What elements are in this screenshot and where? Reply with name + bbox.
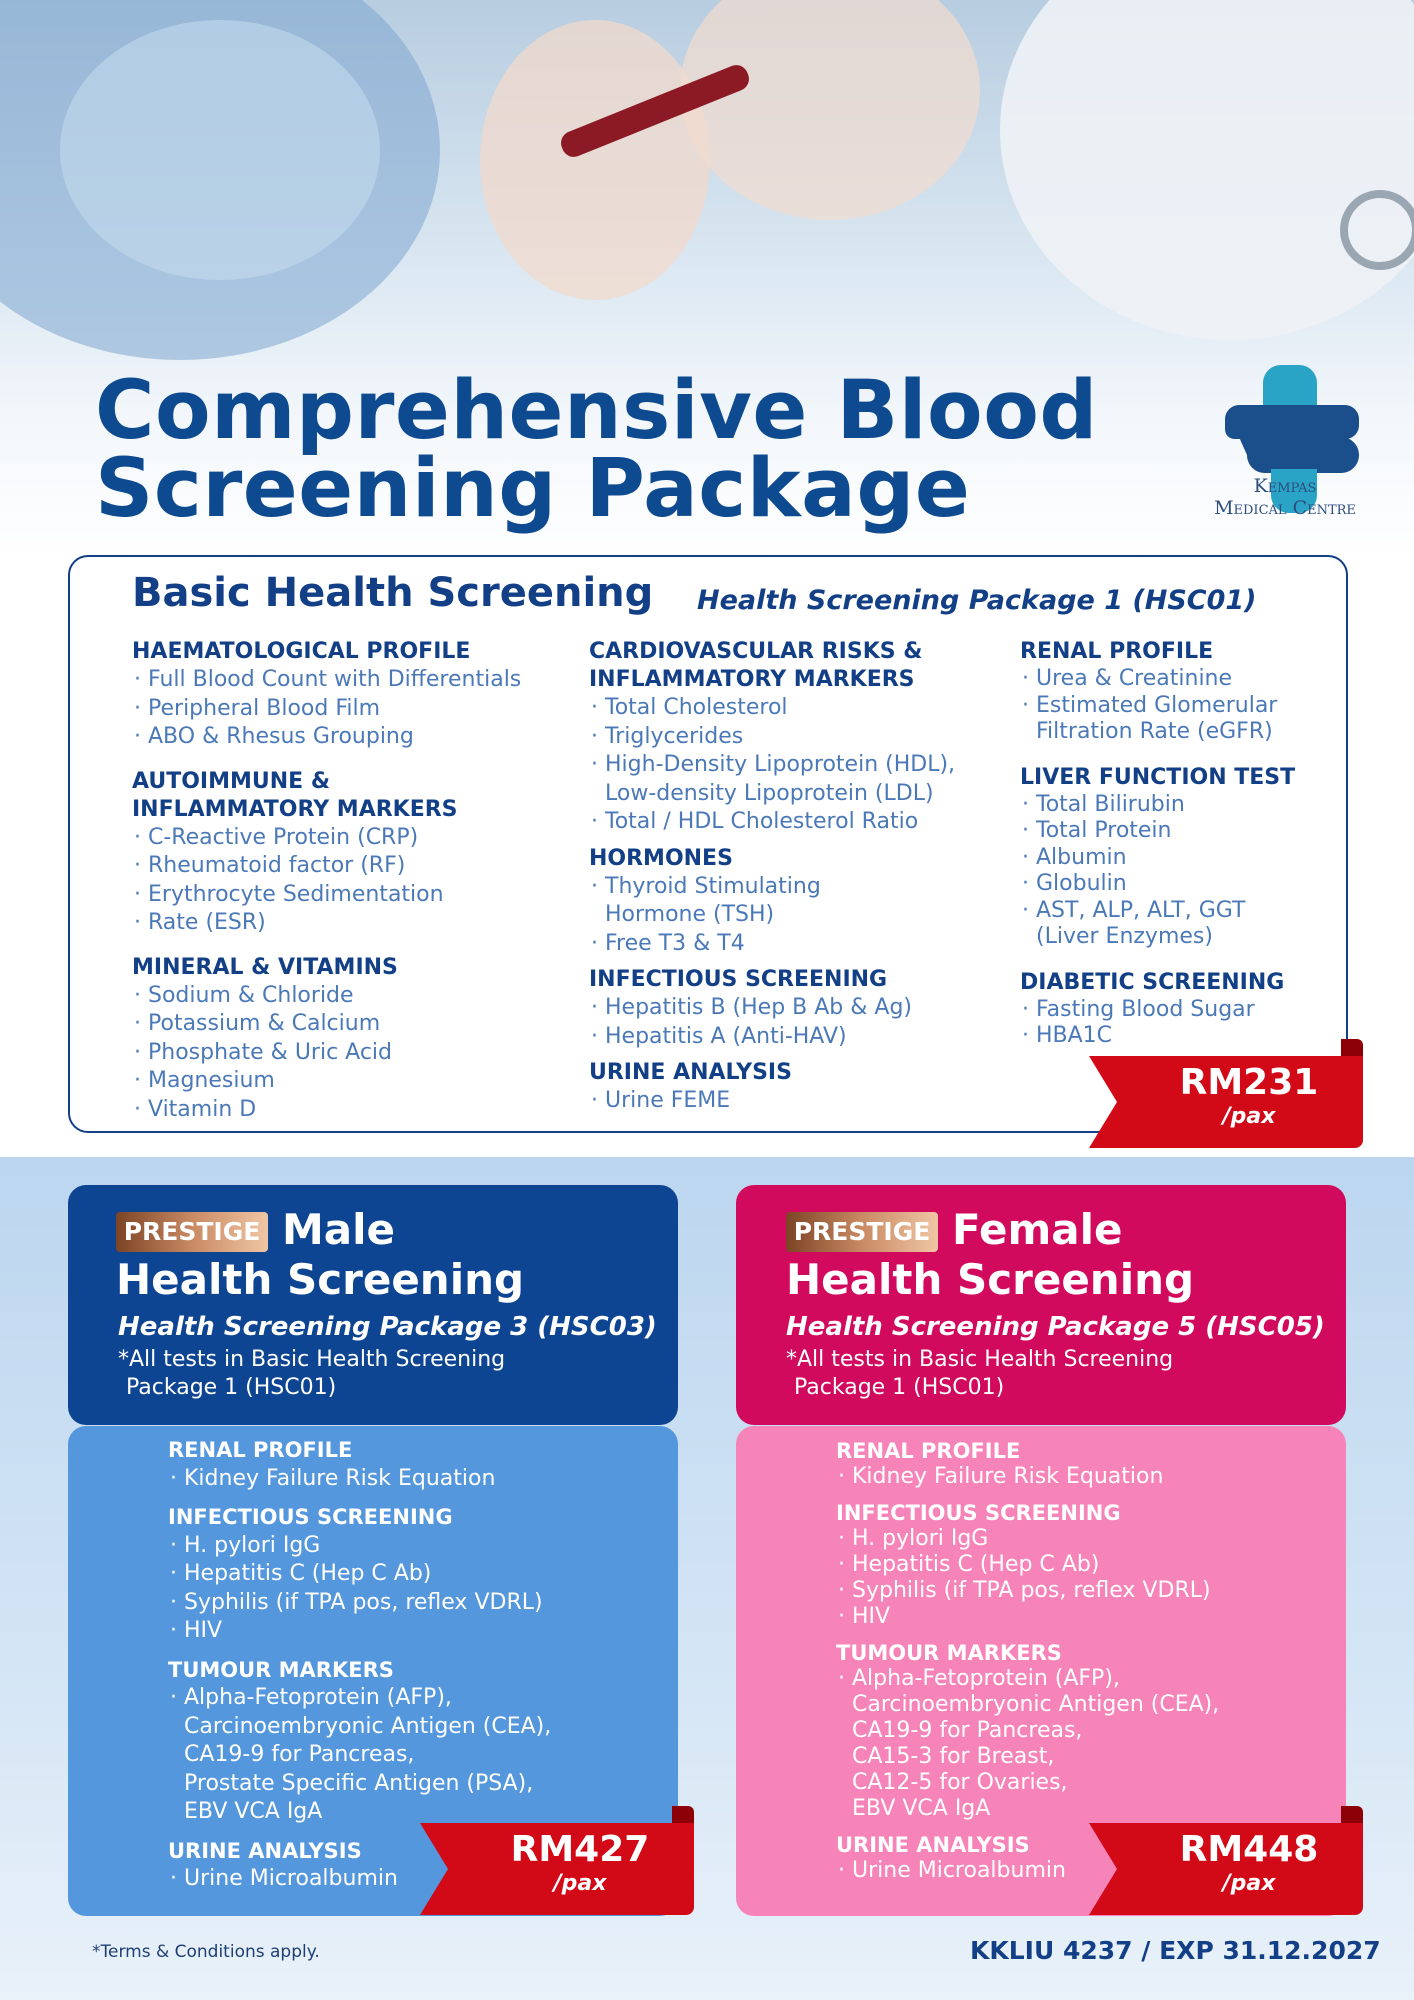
list-item: · Fasting Blood Sugar: [1020, 997, 1320, 1024]
list-item: · Urine FEME: [589, 1087, 1009, 1116]
section-heading: TUMOUR MARKERS: [836, 1641, 1062, 1665]
list-item: · Urine Microalbumin: [836, 1858, 1276, 1884]
list-item-continued: CA12-5 for Ovaries,: [852, 1770, 1068, 1795]
price-unit: /pax: [1222, 1871, 1276, 1896]
section-heading: INFLAMMATORY MARKERS: [132, 796, 458, 822]
list-item-continued: CA19-9 for Pancreas,: [184, 1742, 415, 1767]
note-line: *All tests in Basic Health Screening: [786, 1347, 1174, 1372]
section-heading: INFLAMMATORY MARKERS: [589, 667, 915, 692]
basic-subtitle: Health Screening Package 1 (HSC01): [697, 585, 1257, 616]
list-item-continued: EBV VCA IgA: [184, 1799, 323, 1824]
basic-column-2: [589, 638, 1009, 1116]
list-item: · Kidney Failure Risk Equation: [836, 1464, 1276, 1490]
male-price-ribbon: [420, 1823, 694, 1915]
list-item: · High-Density Lipoprotein (HDL),: [589, 751, 1009, 780]
list-item: · Hepatitis C (Hep C Ab): [168, 1560, 598, 1589]
female-title-2: Health Screening: [786, 1255, 1195, 1304]
list-item: · Total / HDL Cholesterol Ratio: [589, 808, 1009, 837]
list-item: · Rheumatoid factor (RF): [132, 852, 572, 881]
title-line-2: Screening Package: [95, 442, 971, 536]
page-title: [95, 364, 1098, 536]
male-title-2: Health Screening: [116, 1255, 525, 1304]
note-line: Package 1 (HSC01): [794, 1375, 1005, 1400]
logo-line-1: Kempas: [1253, 475, 1317, 497]
price-amount: RM427: [510, 1829, 650, 1870]
female-tests-list: [836, 1438, 1276, 1884]
list-item: · Free T3 & T4: [589, 930, 1009, 959]
list-item: · Vitamin D: [132, 1096, 572, 1125]
list-item: · AST, ALP, ALT, GGT: [1020, 898, 1320, 925]
male-package-code: Health Screening Package 3 (HSC03): [118, 1312, 657, 1342]
list-item: · Urea & Creatinine: [1020, 666, 1320, 693]
female-package-code: Health Screening Package 5 (HSC05): [786, 1312, 1325, 1342]
section-heading: DIABETIC SCREENING: [1020, 969, 1285, 995]
list-item-continued: Carcinoembryonic Antigen (CEA),: [184, 1713, 552, 1739]
license-number: KKLIU 4237 / EXP 31.12.2027: [970, 1936, 1381, 1965]
male-title: Male: [282, 1205, 396, 1254]
price-unit: /pax: [553, 1871, 607, 1896]
basic-price-ribbon: [1089, 1056, 1363, 1148]
section-heading: AUTOIMMUNE &: [132, 768, 331, 794]
female-price-ribbon: [1089, 1823, 1363, 1915]
section-heading: URINE ANALYSIS: [168, 1838, 362, 1863]
list-item-continued: (Liver Enzymes): [1036, 924, 1213, 949]
prestige-badge: PRESTIGE: [116, 1212, 268, 1252]
section-heading: LIVER FUNCTION TEST: [1020, 764, 1296, 790]
section-heading: RENAL PROFILE: [836, 1439, 1021, 1463]
list-item: · Sodium & Chloride: [132, 982, 572, 1011]
list-item: · H. pylori IgG: [836, 1526, 1276, 1552]
list-item: · Albumin: [1020, 845, 1320, 872]
list-item: · Total Cholesterol: [589, 694, 1009, 723]
female-title: Female: [952, 1205, 1123, 1254]
list-item: · HIV: [836, 1604, 1276, 1630]
male-note: [118, 1346, 538, 1402]
list-item-continued: Prostate Specific Antigen (PSA),: [184, 1770, 534, 1796]
price-amount: RM448: [1179, 1829, 1319, 1870]
list-item-continued: EBV VCA IgA: [852, 1796, 991, 1821]
section-heading: INFECTIOUS SCREENING: [168, 1505, 453, 1529]
section-heading: TUMOUR MARKERS: [168, 1657, 394, 1682]
section-heading: INFECTIOUS SCREENING: [836, 1501, 1121, 1525]
list-item: · Rate (ESR): [132, 909, 572, 938]
section-heading: MINERAL & VITAMINS: [132, 954, 398, 980]
list-item: · Globulin: [1020, 871, 1320, 898]
list-item: · HBA1C: [1020, 1023, 1320, 1050]
section-heading: HORMONES: [589, 845, 733, 871]
title-line-1: Comprehensive Blood: [95, 364, 1098, 458]
note-line: *All tests in Basic Health Screening: [118, 1347, 506, 1372]
section-heading: RENAL PROFILE: [168, 1438, 353, 1462]
list-item: · ABO & Rhesus Grouping: [132, 723, 572, 752]
price-unit: /pax: [1222, 1104, 1276, 1129]
list-item: · Urine Microalbumin: [168, 1865, 598, 1894]
list-item: · Total Protein: [1020, 818, 1320, 845]
section-heading: RENAL PROFILE: [1020, 639, 1214, 664]
list-item-continued: Hormone (TSH): [605, 902, 775, 927]
list-item: · Alpha-Fetoprotein (AFP),: [168, 1684, 598, 1713]
list-item: · Hepatitis C (Hep C Ab): [836, 1552, 1276, 1578]
list-item: · Peripheral Blood Film: [132, 695, 572, 724]
list-item-continued: Filtration Rate (eGFR): [1036, 719, 1273, 744]
list-item: · Thyroid Stimulating: [589, 873, 1009, 902]
list-item-continued: Low-density Lipoprotein (LDL): [605, 780, 934, 806]
logo-text: [1195, 475, 1375, 519]
list-item: · Phosphate & Uric Acid: [132, 1039, 572, 1068]
list-item: · Triglycerides: [589, 723, 1009, 752]
section-heading: URINE ANALYSIS: [836, 1833, 1030, 1857]
list-item: · Syphilis (if TPA pos, reflex VDRL): [168, 1589, 598, 1618]
list-item: · Erythrocyte Sedimentation: [132, 881, 572, 910]
list-item: · Estimated Glomerular: [1020, 693, 1320, 720]
list-item: · Syphilis (if TPA pos, reflex VDRL): [836, 1578, 1276, 1604]
female-note: [786, 1346, 1206, 1402]
list-item: · Hepatitis A (Anti-HAV): [589, 1023, 1009, 1052]
logo-line-2: Medical Centre: [1214, 497, 1356, 519]
list-item: · Hepatitis B (Hep B Ab & Ag): [589, 994, 1009, 1023]
list-item: · Full Blood Count with Differentials: [132, 666, 572, 695]
section-heading: CARDIOVASCULAR RISKS &: [589, 639, 923, 664]
list-item: · Kidney Failure Risk Equation: [168, 1465, 598, 1494]
list-item-continued: CA19-9 for Pancreas,: [852, 1718, 1083, 1743]
section-heading: INFECTIOUS SCREENING: [589, 967, 888, 992]
prestige-badge: PRESTIGE: [786, 1212, 938, 1252]
basic-title: Basic Health Screening: [132, 570, 654, 616]
list-item: · H. pylori IgG: [168, 1532, 598, 1561]
list-item: · Magnesium: [132, 1067, 572, 1096]
section-heading: HAEMATOLOGICAL PROFILE: [132, 639, 471, 664]
list-item: · Total Bilirubin: [1020, 792, 1320, 819]
list-item-continued: CA15-3 for Breast,: [852, 1744, 1055, 1769]
basic-column-3: [1020, 638, 1320, 1050]
list-item: · C-Reactive Protein (CRP): [132, 824, 572, 853]
list-item: · HIV: [168, 1617, 598, 1646]
list-item: · Alpha-Fetoprotein (AFP),: [836, 1666, 1276, 1692]
terms-note: *Terms & Conditions apply.: [92, 1942, 320, 1962]
note-line: Package 1 (HSC01): [126, 1375, 337, 1400]
basic-column-1: [132, 638, 572, 1124]
list-item-continued: Carcinoembryonic Antigen (CEA),: [852, 1692, 1220, 1717]
price-amount: RM231: [1179, 1062, 1319, 1103]
list-item: · Potassium & Calcium: [132, 1010, 572, 1039]
section-heading: URINE ANALYSIS: [589, 1060, 792, 1085]
